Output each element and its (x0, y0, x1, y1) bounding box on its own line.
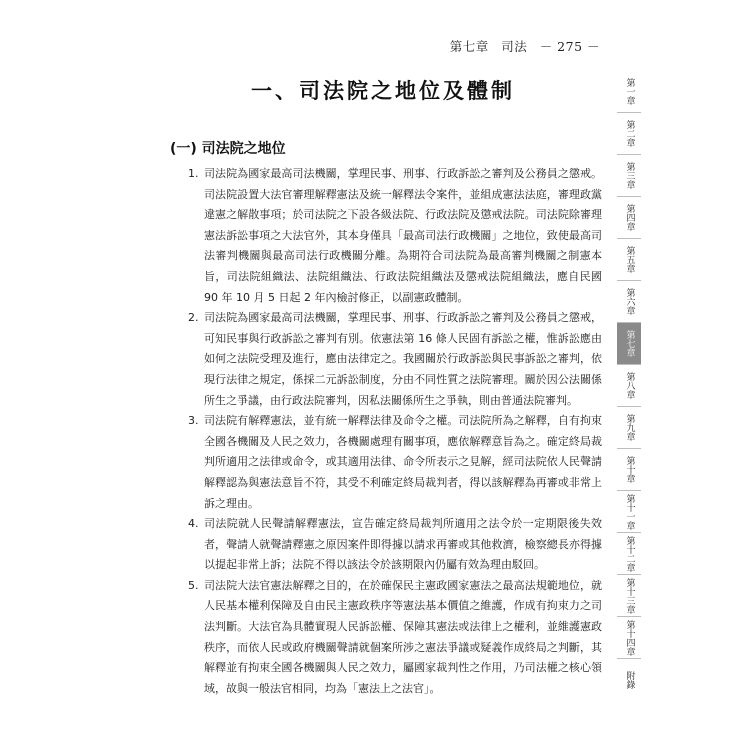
chapter-tab-label: 第六章 (624, 288, 635, 315)
chapter-tab-label: 第三章 (624, 162, 635, 189)
paragraph-text: 司法院為國家最高司法機關，掌理民事、刑事、行政訴訟之審判及公務員之懲戒，可知民事與行政訴訟之審判有別。依憲法第 16 條人民固有訴訟之權，惟訴訟應由如何之法院受理及進行，應由法律定之。我國關於行政訴訟與民事訴訟之審判，依現行法律之規定，係採二元訴訟制度，分由不同性質之法院審理。關於因公法關係所生之爭議，由行政法院審判，因私法關係所生之爭執，則由普通法院審判。 (204, 311, 602, 407)
paragraph-text: 司法院為國家最高司法機關，掌理民事、刑事、行政訴訟之審判及公務員之懲戒。司法院設置大法官審理解釋憲法及統一解釋法令案件，並組成憲法法庭，審理政黨違憲之解散事項；於司法院之下設各級法院、行政法院及懲戒法院。司法院除審理憲法訴訟事項之大法官外，其本身僅具「最高司法行政機關」之地位，致使最高司法審判機關與最高司法行政機關分離。為期符合司法院為最高審判機關之制憲本旨，司法院組織法、法院組織法、行政法院組織法及懲戒法院組織法，應自民國 90 年 10 月 5 日起 2 年內檢討修正，以副憲政體制。 (204, 167, 602, 304)
chapter-tab-14[interactable] (617, 616, 641, 658)
chapter-tab-2[interactable] (617, 112, 641, 154)
chapter-tab-label: 第十三章 (624, 577, 635, 614)
numbered-paragraph-list (188, 164, 602, 699)
paragraph-number: 3. (188, 414, 199, 428)
chapter-tab-6[interactable] (617, 280, 641, 322)
running-header (450, 37, 600, 55)
chapter-tab-label: 第十二章 (624, 535, 635, 572)
paragraph-item (188, 308, 602, 411)
chapter-thumb-tabs (617, 70, 641, 700)
paragraph-text: 司法院有解釋憲法，並有統一解釋法律及命令之權。司法院所為之解釋，自有拘束全國各機關及人民之效力，各機關處理有關事項，應依解釋意旨為之。確定終局裁判所適用之法律或命令，或其適用法律、命令所表示之見解，經司法院依人民聲請解釋認為與憲法意旨不符，其受不利確定終局裁判者，得以該解釋為再審或非常上訴之理由。 (204, 414, 602, 510)
paragraph-item (188, 164, 602, 308)
chapter-tab-label: 第四章 (624, 204, 635, 231)
paragraph-number: 2. (188, 311, 199, 325)
chapter-tab-label: 第十一章 (624, 493, 635, 530)
paragraph-number: 1. (188, 167, 199, 180)
chapter-tab-8[interactable] (617, 364, 641, 406)
header-title: 司法 (501, 39, 528, 54)
chapter-tab-1[interactable] (617, 70, 641, 112)
paragraph-text: 司法院就人民聲請解釋憲法，宣告確定終局裁判所適用之法令於一定期限後失效者，聲請人就聲請釋憲之原因案件即得據以請求再審或其他救濟，檢察總長亦得據以提起非常上訴；法院不得以該法令於該期限內仍屬有效為理由駁回。 (204, 517, 602, 572)
appendix-tab[interactable] (617, 658, 641, 700)
chapter-tab-5[interactable] (617, 238, 641, 280)
chapter-tab-7-active[interactable] (617, 322, 641, 364)
chapter-tab-12[interactable] (617, 532, 641, 574)
chapter-tab-11[interactable] (617, 490, 641, 532)
paragraph-number: 5. (188, 578, 199, 592)
paragraph-item (188, 411, 602, 514)
section-title: 一、司法院之地位及體制 (251, 79, 515, 103)
chapter-tab-label: 第十四章 (624, 619, 635, 656)
header-chapter: 第七章 (449, 39, 489, 54)
header-page-number: － 275 － (539, 39, 600, 54)
chapter-tab-4[interactable] (617, 196, 641, 238)
chapter-tab-13[interactable] (617, 574, 641, 616)
paragraph-item (188, 576, 602, 700)
chapter-tab-label: 附錄 (624, 670, 635, 689)
chapter-tab-label: 第八章 (624, 372, 635, 399)
chapter-tab-label: 第九章 (624, 414, 635, 441)
paragraph-item (188, 514, 602, 576)
chapter-tab-9[interactable] (617, 406, 641, 448)
paragraph-number: 4. (188, 517, 199, 531)
chapter-tab-label: 第一章 (624, 77, 635, 105)
chapter-tab-3[interactable] (617, 154, 641, 196)
chapter-tab-label: 第二章 (624, 120, 635, 147)
sub-heading: (一) 司法院之地位 (170, 141, 286, 157)
chapter-tab-10[interactable] (617, 448, 641, 490)
chapter-tab-label: 第五章 (624, 246, 635, 273)
chapter-tab-label: 第十章 (624, 456, 635, 483)
chapter-tab-label: 第七章 (624, 330, 635, 357)
paragraph-text: 司法院大法官憲法解釋之目的，在於確保民主憲政國家憲法之最高法規範地位，就人民基本權利保障及自由民主憲政秩序等憲法基本價值之維護，作成有拘束力之司法判斷。大法官為具體實現人民訴訟權、保障其憲法或法律上之權利，並維護憲政秩序，而依人民或政府機關聲請就個案所涉之憲法爭議或疑義作成終局之判斷，其解釋並有拘束全國各機關與人民之效力，屬國家裁判性之作用，乃司法權之核心領域，故與一般法官相同，均為「憲法上之法官」。 (204, 578, 602, 695)
